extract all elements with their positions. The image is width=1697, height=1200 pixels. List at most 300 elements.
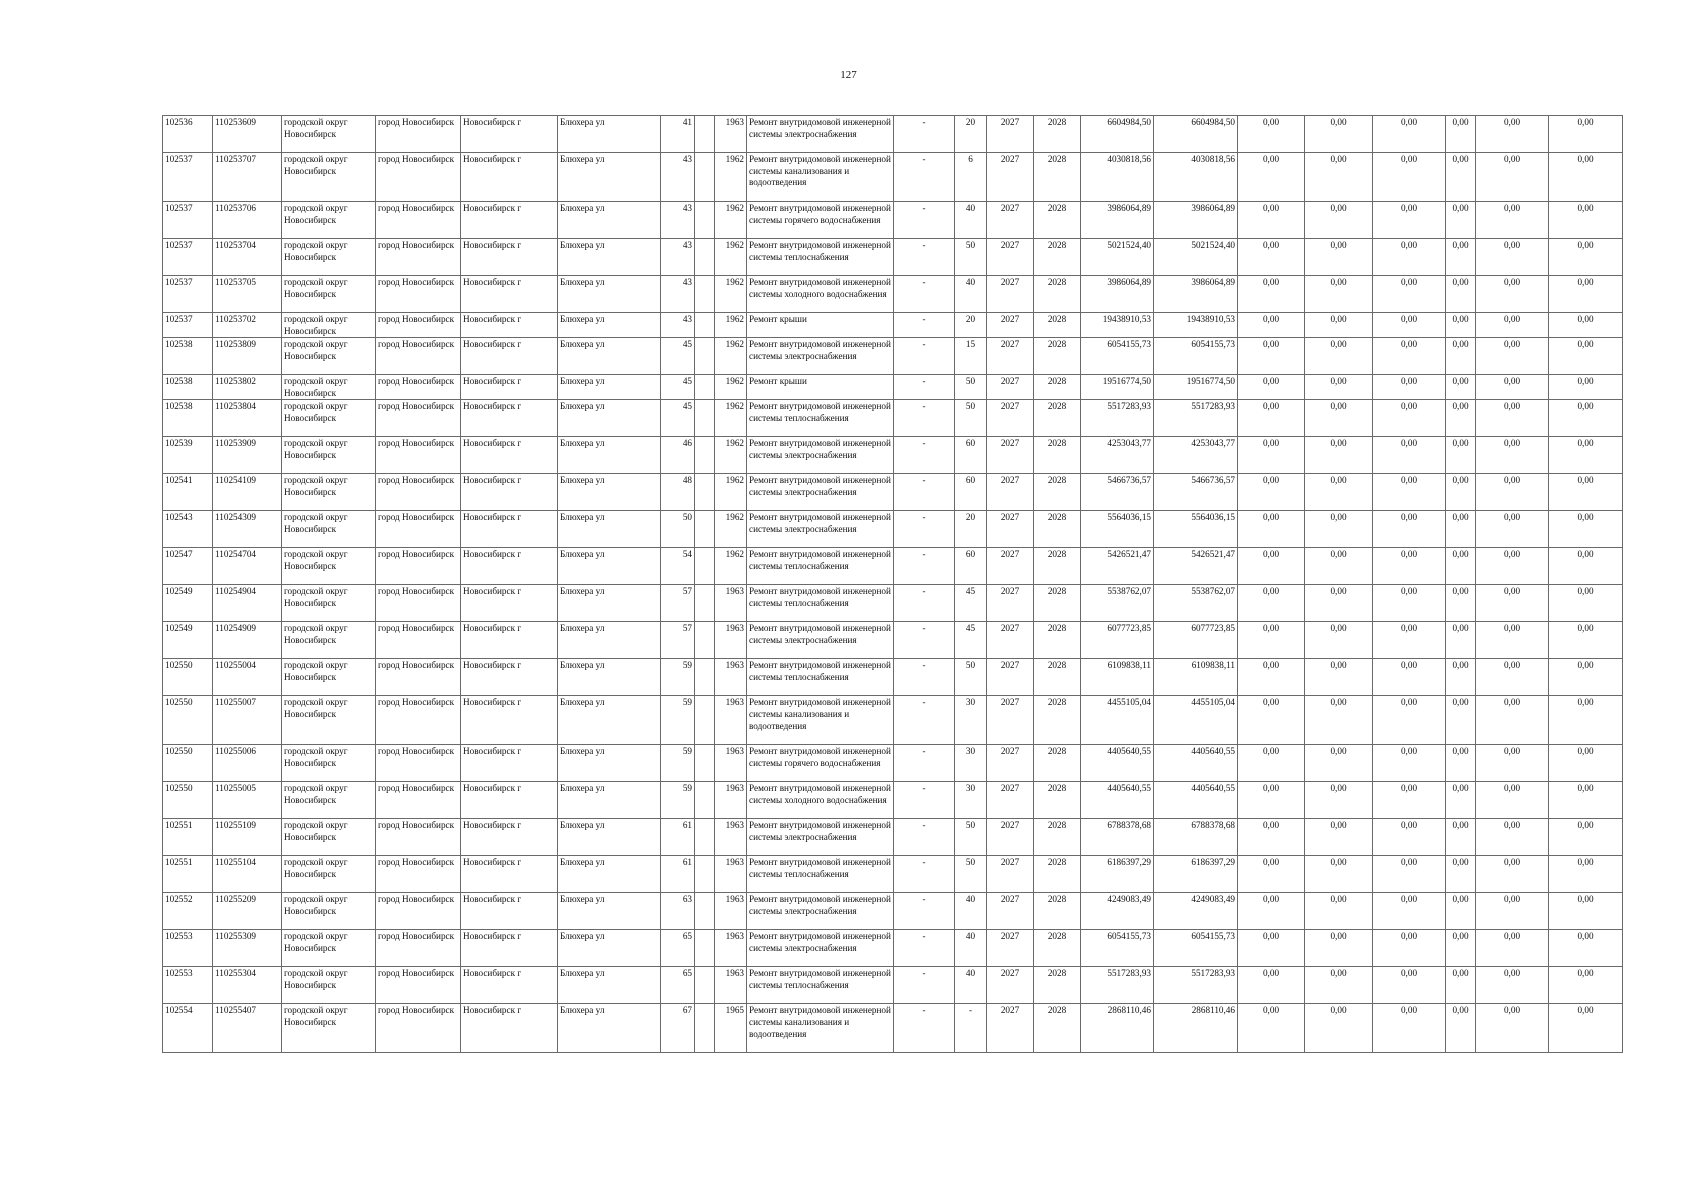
col-a-cell: - [894,375,955,400]
wear-percent-cell: 50 [955,819,987,856]
total-cost-cell: 6054155,73 [1081,338,1154,375]
house-number-cell: 45 [661,338,695,375]
municipality-cell: город Новосибирск [376,1004,461,1053]
city-cell: Новосибирск г [461,276,558,313]
amount-1-cell: 0,00 [1238,1004,1305,1053]
object-code-cell: 110255104 [213,856,282,893]
district-cell: городской округ Новосибирск [282,696,376,745]
fund-cost-cell: 4253043,77 [1154,437,1238,474]
street-cell: Блюхера ул [558,276,661,313]
end-year-cell: 2028 [1034,202,1081,239]
end-year-cell: 2028 [1034,375,1081,400]
object-code-cell: 110255005 [213,782,282,819]
street-cell: Блюхера ул [558,313,661,338]
fund-cost-cell: 4405640,55 [1154,782,1238,819]
wear-percent-cell: 6 [955,153,987,202]
amount-3-cell: 0,00 [1373,239,1446,276]
end-year-cell: 2028 [1034,276,1081,313]
building-cell [695,202,715,239]
col-a-cell: - [894,313,955,338]
amount-6-cell: 0,00 [1549,856,1623,893]
object-code-cell: 110253702 [213,313,282,338]
wear-percent-cell: 40 [955,202,987,239]
city-cell: Новосибирск г [461,659,558,696]
amount-1-cell: 0,00 [1238,153,1305,202]
building-cell [695,276,715,313]
municipality-cell: город Новосибирск [376,893,461,930]
fund-cost-cell: 6077723,85 [1154,622,1238,659]
end-year-cell: 2028 [1034,930,1081,967]
build-year-cell: 1965 [715,1004,747,1053]
col-a-cell: - [894,153,955,202]
house-number-cell: 45 [661,375,695,400]
amount-1-cell: 0,00 [1238,548,1305,585]
total-cost-cell: 4405640,55 [1081,782,1154,819]
amount-5-cell: 0,00 [1476,116,1549,153]
wear-percent-cell: 60 [955,474,987,511]
city-cell: Новосибирск г [461,622,558,659]
district-cell: городской округ Новосибирск [282,1004,376,1053]
work-type-cell: Ремонт внутридомовой инженерной системы теплоснабжения [747,548,894,585]
fund-cost-cell: 4249083,49 [1154,893,1238,930]
total-cost-cell: 4405640,55 [1081,745,1154,782]
amount-1-cell: 0,00 [1238,437,1305,474]
total-cost-cell: 5466736,57 [1081,474,1154,511]
start-year-cell: 2027 [987,474,1034,511]
amount-2-cell: 0,00 [1305,276,1373,313]
start-year-cell: 2027 [987,202,1034,239]
start-year-cell: 2027 [987,313,1034,338]
amount-5-cell: 0,00 [1476,622,1549,659]
municipality-cell: город Новосибирск [376,856,461,893]
fund-cost-cell: 5564036,15 [1154,511,1238,548]
district-cell: городской округ Новосибирск [282,967,376,1004]
amount-5-cell: 0,00 [1476,511,1549,548]
fund-cost-cell: 2868110,46 [1154,1004,1238,1053]
street-cell: Блюхера ул [558,696,661,745]
row-number-cell: 102538 [163,338,213,375]
amount-6-cell: 0,00 [1549,338,1623,375]
work-type-cell: Ремонт внутридомовой инженерной системы электроснабжения [747,511,894,548]
total-cost-cell: 4030818,56 [1081,153,1154,202]
fund-cost-cell: 6788378,68 [1154,819,1238,856]
amount-3-cell: 0,00 [1373,511,1446,548]
end-year-cell: 2028 [1034,782,1081,819]
amount-5-cell: 0,00 [1476,930,1549,967]
amount-5-cell: 0,00 [1476,696,1549,745]
wear-percent-cell: 40 [955,930,987,967]
building-cell [695,696,715,745]
build-year-cell: 1963 [715,622,747,659]
municipality-cell: город Новосибирск [376,400,461,437]
work-type-cell: Ремонт внутридомовой инженерной системы горячего водоснабжения [747,745,894,782]
building-cell [695,893,715,930]
house-number-cell: 59 [661,782,695,819]
city-cell: Новосибирск г [461,1004,558,1053]
total-cost-cell: 5538762,07 [1081,585,1154,622]
col-a-cell: - [894,585,955,622]
wear-percent-cell: 50 [955,856,987,893]
col-a-cell: - [894,819,955,856]
house-number-cell: 41 [661,116,695,153]
fund-cost-cell: 3986064,89 [1154,202,1238,239]
amount-5-cell: 0,00 [1476,585,1549,622]
house-number-cell: 46 [661,437,695,474]
table-row [163,338,1623,375]
start-year-cell: 2027 [987,745,1034,782]
build-year-cell: 1962 [715,375,747,400]
work-type-cell: Ремонт внутридомовой инженерной системы холодного водоснабжения [747,276,894,313]
row-number-cell: 102543 [163,511,213,548]
table-row [163,1004,1623,1053]
district-cell: городской округ Новосибирск [282,930,376,967]
municipality-cell: город Новосибирск [376,338,461,375]
street-cell: Блюхера ул [558,116,661,153]
amount-5-cell: 0,00 [1476,967,1549,1004]
build-year-cell: 1962 [715,548,747,585]
wear-percent-cell: - [955,1004,987,1053]
amount-5-cell: 0,00 [1476,659,1549,696]
start-year-cell: 2027 [987,548,1034,585]
house-number-cell: 45 [661,400,695,437]
fund-cost-cell: 6109838,11 [1154,659,1238,696]
total-cost-cell: 4253043,77 [1081,437,1154,474]
amount-3-cell: 0,00 [1373,153,1446,202]
house-number-cell: 54 [661,548,695,585]
district-cell: городской округ Новосибирск [282,782,376,819]
end-year-cell: 2028 [1034,745,1081,782]
building-cell [695,375,715,400]
work-type-cell: Ремонт внутридомовой инженерной системы электроснабжения [747,116,894,153]
amount-5-cell: 0,00 [1476,437,1549,474]
building-cell [695,1004,715,1053]
build-year-cell: 1963 [715,585,747,622]
house-number-cell: 67 [661,1004,695,1053]
district-cell: городской округ Новосибирск [282,276,376,313]
object-code-cell: 110253704 [213,239,282,276]
city-cell: Новосибирск г [461,400,558,437]
work-type-cell: Ремонт внутридомовой инженерной системы теплоснабжения [747,856,894,893]
municipality-cell: город Новосибирск [376,659,461,696]
street-cell: Блюхера ул [558,338,661,375]
amount-1-cell: 0,00 [1238,313,1305,338]
amount-3-cell: 0,00 [1373,893,1446,930]
build-year-cell: 1962 [715,276,747,313]
row-number-cell: 102538 [163,400,213,437]
total-cost-cell: 6077723,85 [1081,622,1154,659]
object-code-cell: 110253705 [213,276,282,313]
amount-2-cell: 0,00 [1305,153,1373,202]
city-cell: Новосибирск г [461,819,558,856]
table-row [163,782,1623,819]
amount-6-cell: 0,00 [1549,474,1623,511]
wear-percent-cell: 20 [955,511,987,548]
start-year-cell: 2027 [987,930,1034,967]
building-cell [695,437,715,474]
object-code-cell: 110255209 [213,893,282,930]
municipality-cell: город Новосибирск [376,967,461,1004]
build-year-cell: 1962 [715,511,747,548]
street-cell: Блюхера ул [558,437,661,474]
district-cell: городской округ Новосибирск [282,585,376,622]
house-number-cell: 65 [661,967,695,1004]
start-year-cell: 2027 [987,437,1034,474]
fund-cost-cell: 5517283,93 [1154,967,1238,1004]
building-cell [695,511,715,548]
wear-percent-cell: 30 [955,696,987,745]
start-year-cell: 2027 [987,1004,1034,1053]
amount-2-cell: 0,00 [1305,511,1373,548]
municipality-cell: город Новосибирск [376,696,461,745]
work-type-cell: Ремонт крыши [747,375,894,400]
col-a-cell: - [894,622,955,659]
fund-cost-cell: 5538762,07 [1154,585,1238,622]
object-code-cell: 110254109 [213,474,282,511]
amount-4-cell: 0,00 [1446,696,1476,745]
amount-1-cell: 0,00 [1238,819,1305,856]
house-number-cell: 43 [661,276,695,313]
object-code-cell: 110253609 [213,116,282,153]
row-number-cell: 102537 [163,276,213,313]
object-code-cell: 110254904 [213,585,282,622]
building-cell [695,153,715,202]
work-type-cell: Ремонт внутридомовой инженерной системы теплоснабжения [747,239,894,276]
start-year-cell: 2027 [987,659,1034,696]
street-cell: Блюхера ул [558,375,661,400]
build-year-cell: 1963 [715,930,747,967]
col-a-cell: - [894,338,955,375]
work-type-cell: Ремонт внутридомовой инженерной системы электроснабжения [747,930,894,967]
col-a-cell: - [894,400,955,437]
total-cost-cell: 6109838,11 [1081,659,1154,696]
table-body [163,116,1623,1053]
total-cost-cell: 5021524,40 [1081,239,1154,276]
amount-4-cell: 0,00 [1446,313,1476,338]
district-cell: городской округ Новосибирск [282,239,376,276]
amount-6-cell: 0,00 [1549,202,1623,239]
city-cell: Новосибирск г [461,782,558,819]
street-cell: Блюхера ул [558,967,661,1004]
amount-3-cell: 0,00 [1373,930,1446,967]
amount-4-cell: 0,00 [1446,782,1476,819]
amount-4-cell: 0,00 [1446,276,1476,313]
wear-percent-cell: 45 [955,585,987,622]
street-cell: Блюхера ул [558,585,661,622]
amount-3-cell: 0,00 [1373,819,1446,856]
amount-6-cell: 0,00 [1549,153,1623,202]
city-cell: Новосибирск г [461,153,558,202]
col-a-cell: - [894,745,955,782]
amount-2-cell: 0,00 [1305,202,1373,239]
total-cost-cell: 19516774,50 [1081,375,1154,400]
total-cost-cell: 19438910,53 [1081,313,1154,338]
house-number-cell: 48 [661,474,695,511]
build-year-cell: 1963 [715,659,747,696]
amount-1-cell: 0,00 [1238,967,1305,1004]
table-row [163,659,1623,696]
street-cell: Блюхера ул [558,153,661,202]
amount-1-cell: 0,00 [1238,239,1305,276]
table-row [163,511,1623,548]
building-cell [695,622,715,659]
row-number-cell: 102541 [163,474,213,511]
district-cell: городской округ Новосибирск [282,856,376,893]
building-cell [695,548,715,585]
amount-3-cell: 0,00 [1373,585,1446,622]
build-year-cell: 1962 [715,313,747,338]
amount-4-cell: 0,00 [1446,819,1476,856]
district-cell: городской округ Новосибирск [282,474,376,511]
end-year-cell: 2028 [1034,548,1081,585]
amount-4-cell: 0,00 [1446,375,1476,400]
amount-1-cell: 0,00 [1238,622,1305,659]
row-number-cell: 102537 [163,239,213,276]
total-cost-cell: 6186397,29 [1081,856,1154,893]
amount-2-cell: 0,00 [1305,474,1373,511]
amount-5-cell: 0,00 [1476,474,1549,511]
build-year-cell: 1963 [715,893,747,930]
row-number-cell: 102550 [163,659,213,696]
end-year-cell: 2028 [1034,437,1081,474]
municipality-cell: город Новосибирск [376,622,461,659]
page-number: 127 [840,69,857,81]
amount-2-cell: 0,00 [1305,437,1373,474]
capital-repair-table [162,115,1623,1053]
amount-6-cell: 0,00 [1549,116,1623,153]
total-cost-cell: 6604984,50 [1081,116,1154,153]
amount-1-cell: 0,00 [1238,400,1305,437]
fund-cost-cell: 6604984,50 [1154,116,1238,153]
table-row [163,153,1623,202]
table-row [163,585,1623,622]
end-year-cell: 2028 [1034,819,1081,856]
amount-4-cell: 0,00 [1446,745,1476,782]
city-cell: Новосибирск г [461,239,558,276]
amount-2-cell: 0,00 [1305,1004,1373,1053]
amount-6-cell: 0,00 [1549,930,1623,967]
amount-1-cell: 0,00 [1238,696,1305,745]
amount-2-cell: 0,00 [1305,585,1373,622]
object-code-cell: 110253909 [213,437,282,474]
wear-percent-cell: 50 [955,659,987,696]
amount-3-cell: 0,00 [1373,338,1446,375]
total-cost-cell: 3986064,89 [1081,202,1154,239]
amount-6-cell: 0,00 [1549,622,1623,659]
table-row [163,856,1623,893]
total-cost-cell: 6054155,73 [1081,930,1154,967]
wear-percent-cell: 20 [955,313,987,338]
start-year-cell: 2027 [987,375,1034,400]
building-cell [695,338,715,375]
work-type-cell: Ремонт внутридомовой инженерной системы теплоснабжения [747,585,894,622]
build-year-cell: 1963 [715,116,747,153]
amount-1-cell: 0,00 [1238,745,1305,782]
amount-5-cell: 0,00 [1476,548,1549,585]
municipality-cell: город Новосибирск [376,202,461,239]
street-cell: Блюхера ул [558,659,661,696]
amount-3-cell: 0,00 [1373,856,1446,893]
object-code-cell: 110253706 [213,202,282,239]
amount-3-cell: 0,00 [1373,375,1446,400]
amount-6-cell: 0,00 [1549,548,1623,585]
street-cell: Блюхера ул [558,930,661,967]
work-type-cell: Ремонт внутридомовой инженерной системы горячего водоснабжения [747,202,894,239]
work-type-cell: Ремонт внутридомовой инженерной системы канализования и водоотведения [747,696,894,745]
row-number-cell: 102537 [163,313,213,338]
district-cell: городской округ Новосибирск [282,622,376,659]
city-cell: Новосибирск г [461,511,558,548]
building-cell [695,313,715,338]
amount-5-cell: 0,00 [1476,1004,1549,1053]
district-cell: городской округ Новосибирск [282,313,376,338]
municipality-cell: город Новосибирск [376,548,461,585]
work-type-cell: Ремонт внутридомовой инженерной системы теплоснабжения [747,967,894,1004]
build-year-cell: 1962 [715,400,747,437]
district-cell: городской округ Новосибирск [282,375,376,400]
amount-3-cell: 0,00 [1373,696,1446,745]
build-year-cell: 1962 [715,338,747,375]
wear-percent-cell: 15 [955,338,987,375]
amount-1-cell: 0,00 [1238,856,1305,893]
amount-4-cell: 0,00 [1446,437,1476,474]
municipality-cell: город Новосибирск [376,930,461,967]
amount-2-cell: 0,00 [1305,856,1373,893]
end-year-cell: 2028 [1034,400,1081,437]
street-cell: Блюхера ул [558,474,661,511]
table-row [163,548,1623,585]
total-cost-cell: 5426521,47 [1081,548,1154,585]
amount-6-cell: 0,00 [1549,696,1623,745]
total-cost-cell: 4455105,04 [1081,696,1154,745]
amount-5-cell: 0,00 [1476,782,1549,819]
house-number-cell: 50 [661,511,695,548]
amount-5-cell: 0,00 [1476,856,1549,893]
amount-6-cell: 0,00 [1549,819,1623,856]
municipality-cell: город Новосибирск [376,511,461,548]
amount-4-cell: 0,00 [1446,239,1476,276]
street-cell: Блюхера ул [558,782,661,819]
object-code-cell: 110253809 [213,338,282,375]
build-year-cell: 1963 [715,745,747,782]
amount-1-cell: 0,00 [1238,375,1305,400]
amount-4-cell: 0,00 [1446,400,1476,437]
amount-5-cell: 0,00 [1476,893,1549,930]
total-cost-cell: 5564036,15 [1081,511,1154,548]
amount-4-cell: 0,00 [1446,930,1476,967]
amount-6-cell: 0,00 [1549,276,1623,313]
amount-5-cell: 0,00 [1476,338,1549,375]
amount-4-cell: 0,00 [1446,585,1476,622]
table-row [163,622,1623,659]
amount-3-cell: 0,00 [1373,967,1446,1004]
house-number-cell: 59 [661,696,695,745]
district-cell: городской округ Новосибирск [282,659,376,696]
amount-1-cell: 0,00 [1238,930,1305,967]
amount-4-cell: 0,00 [1446,893,1476,930]
amount-1-cell: 0,00 [1238,585,1305,622]
amount-2-cell: 0,00 [1305,782,1373,819]
build-year-cell: 1962 [715,239,747,276]
fund-cost-cell: 5517283,93 [1154,400,1238,437]
street-cell: Блюхера ул [558,622,661,659]
wear-percent-cell: 60 [955,548,987,585]
city-cell: Новосибирск г [461,313,558,338]
build-year-cell: 1963 [715,782,747,819]
object-code-cell: 110255109 [213,819,282,856]
municipality-cell: город Новосибирск [376,313,461,338]
total-cost-cell: 5517283,93 [1081,967,1154,1004]
amount-4-cell: 0,00 [1446,116,1476,153]
